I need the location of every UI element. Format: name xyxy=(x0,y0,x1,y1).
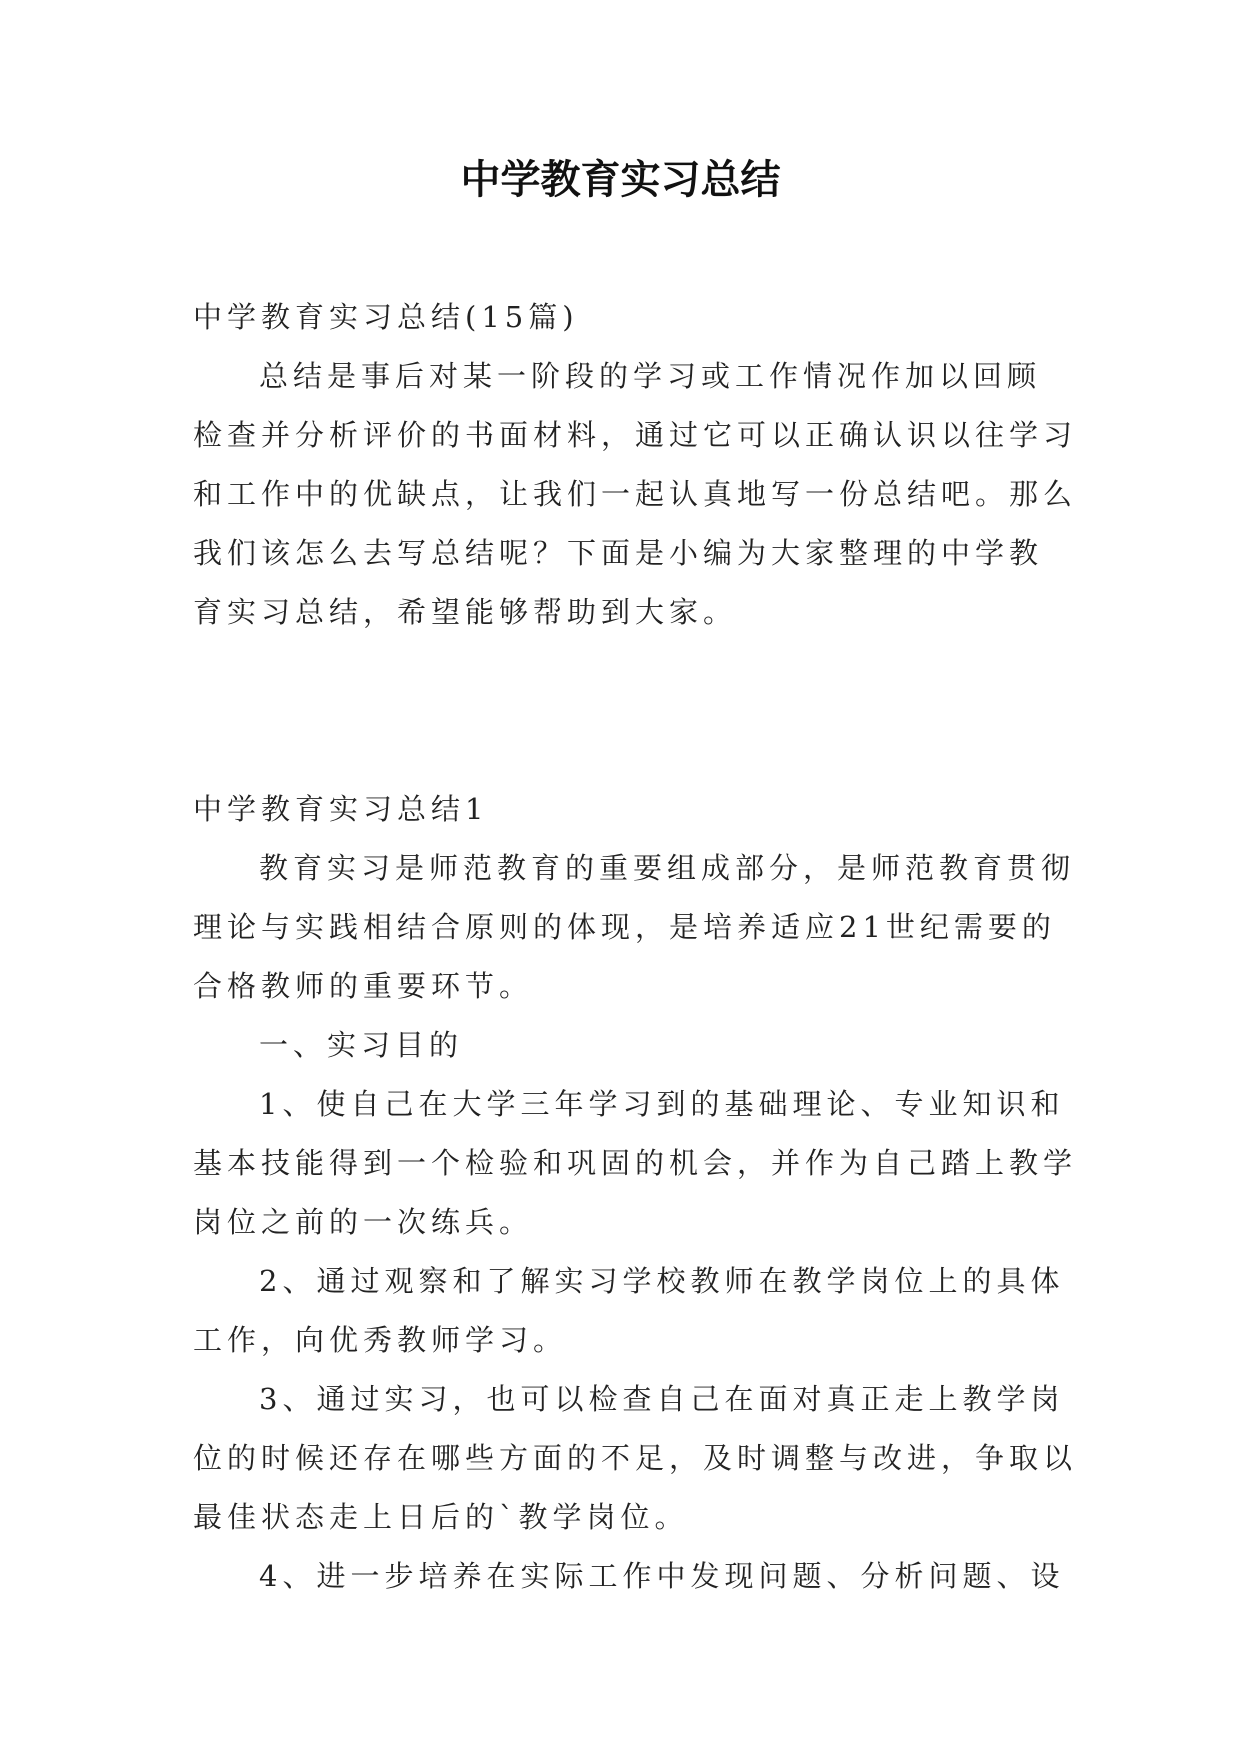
section-heading: 中学教育实习总结1 xyxy=(193,792,489,826)
paragraph-line: 最佳状态走上日后的`教学岗位。 xyxy=(193,1500,689,1534)
paragraph-line: 育实习总结，希望能够帮助到大家。 xyxy=(193,595,738,629)
paragraph-line: 总结是事后对某一阶段的学习或工作情况作加以回顾 xyxy=(259,359,1042,393)
subsection-heading: 一、实习目的 xyxy=(259,1028,464,1062)
paragraph-line: 岗位之前的一次练兵。 xyxy=(193,1205,534,1239)
section-spacer xyxy=(193,642,1048,780)
paragraph-line: 工作，向优秀教师学习。 xyxy=(193,1323,568,1357)
paragraph-line: 我们该怎么去写总结呢？下面是小编为大家整理的中学教 xyxy=(193,536,1044,570)
paragraph-line: 检查并分析评价的书面材料，通过它可以正确认识以往学习 xyxy=(193,418,1078,452)
paragraph-line: 3、通过实习，也可以检查自己在面对真正走上教学岗 xyxy=(259,1382,1065,1416)
paragraph-line: 位的时候还存在哪些方面的不足，及时调整与改进，争取以 xyxy=(193,1441,1078,1475)
paragraph-line: 4、进一步培养在实际工作中发现问题、分析问题、设 xyxy=(259,1559,1065,1593)
paragraph-line: 合格教师的重要环节。 xyxy=(193,969,534,1003)
paragraph-line: 1、使自己在大学三年学习到的基础理论、专业知识和 xyxy=(259,1087,1065,1121)
paragraph-line: 教育实习是师范教育的重要组成部分，是师范教育贯彻 xyxy=(259,851,1076,885)
paragraph-line: 和工作中的优缺点，让我们一起认真地写一份总结吧。那么 xyxy=(193,477,1078,511)
page-title: 中学教育实习总结 xyxy=(460,157,781,203)
paragraph-line: 基本技能得到一个检验和巩固的机会，并作为自己踏上教学 xyxy=(193,1146,1078,1180)
document-body xyxy=(193,288,1078,1606)
paragraph-line: 理论与实践相结合原则的体现，是培养适应21世纪需要的 xyxy=(193,910,1056,944)
paragraph-line: 2、通过观察和了解实习学校教师在教学岗位上的具体 xyxy=(259,1264,1065,1298)
document-subtitle: 中学教育实习总结(15篇) xyxy=(193,300,579,334)
